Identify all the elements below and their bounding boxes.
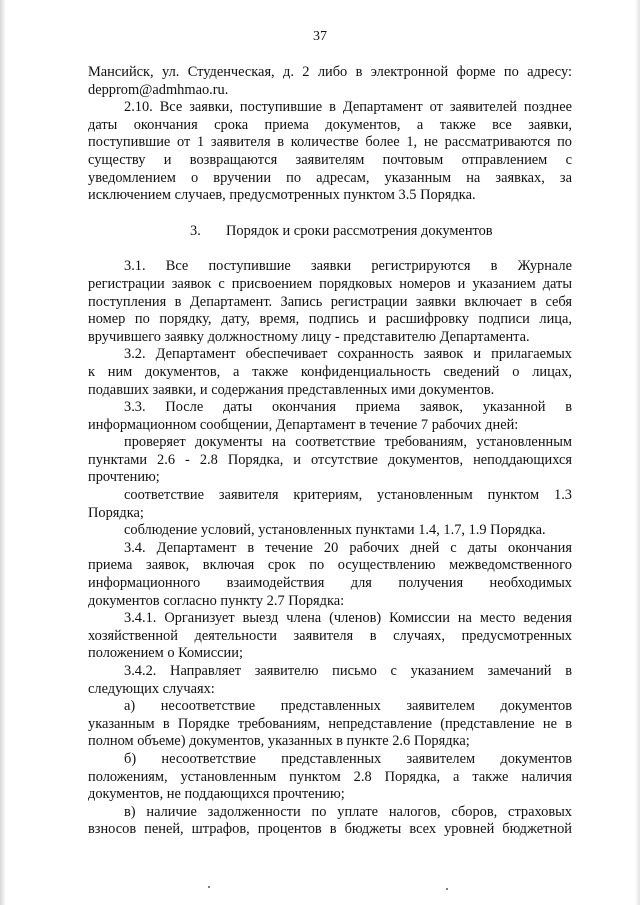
text-line: 3.1. Все поступившие заявки регистрируются в Журнале [124, 258, 572, 275]
text-line: поступившие от 1 заявителя в количестве более 1, не рассматриваются по [88, 134, 572, 151]
text-line: depprom@admhmao.ru. [88, 81, 229, 98]
text-line: информационного взаимодействия для получения необходимых [88, 575, 572, 592]
text-line: положением о Комиссии; [88, 645, 243, 662]
scan-speck [208, 886, 210, 888]
text-line: проверяет документы на соответствие требованиям, установленным [124, 434, 572, 451]
text-line: 3.4. Департамент в течение 20 рабочих дней с даты окончания [124, 539, 572, 556]
text-line: даты окончания срока приема документов, а также все заявки, [88, 116, 572, 133]
text-line: соблюдение условий, установленных пунктами 1.4, 1.7, 1.9 Порядка. [124, 522, 546, 539]
text-line: положениям, установленным пунктом 2.8 Порядка, а также наличия [88, 768, 572, 785]
text-line: хозяйственной деятельности заявителя в случаях, предусмотренных [88, 627, 572, 644]
page-number: 37 [313, 29, 327, 44]
text-line: 2.10. Все заявки, поступившие в Департамент от заявителей позднее [124, 99, 572, 116]
text-line: б) несоответствие представленных заявителем документов [124, 750, 572, 767]
text-line: к ним документов, а также конфиденциальность сведений о лицах, [88, 363, 572, 380]
text-line: исключением случаев, предусмотренных пунктом 3.5 Порядка. [88, 187, 476, 204]
text-line: документов согласно пункту 2.7 Порядка: [88, 592, 345, 609]
text-line: подавших заявки, и содержания представленных ими документов. [88, 381, 495, 398]
text-line: 3.2. Департамент обеспечивает сохранность заявок и прилагаемых [124, 346, 572, 363]
text-line: вручившего заявку должностному лицу - представителю Департамента. [88, 328, 530, 345]
text-line: приема заявок, включая срок по осуществлению межведомственного [88, 557, 572, 574]
text-line: номер по порядку, дату, время, подпись и расшифровку подписи лица, [88, 311, 572, 328]
text-line: пунктами 2.6 - 2.8 Порядка, и отсутствие документов, неподдающихся [88, 451, 572, 468]
section-title: Порядок и сроки рассмотрения документов [226, 222, 493, 239]
text-line: прочтению; [88, 469, 160, 486]
section-number: 3. [190, 222, 201, 239]
section-heading [88, 223, 572, 241]
text-line: 3.4.2. Направляет заявителю письмо с указанием замечаний в [124, 663, 572, 679]
text-line: а) несоответствие представленных заявителем документов [124, 698, 572, 715]
scan-left-edge [0, 0, 6, 905]
text-line: 3.3. После даты окончания приема заявок, указанной в [124, 399, 572, 416]
text-line: уведомлением о вручении по адресам, указанным на заявках, за [88, 169, 572, 186]
text-line: взносов пеней, штрафов, процентов в бюджеты всех уровней бюджетной [88, 821, 572, 838]
text-line: поступления в Департамент. Запись регистрации заявки включает в себя [88, 293, 572, 310]
text-line: следующих случаях: [88, 680, 215, 697]
text-line: Порядка; [88, 504, 144, 521]
text-line: информационном сообщении, Департамент в течение 7 рабочих дней: [88, 416, 519, 433]
document-body [88, 64, 572, 839]
text-line: полном объеме) документов, указанных в пункте 2.6 Порядка; [88, 733, 470, 750]
text-line: 3.4.1. Организует выезд члена (членов) Комиссии на место ведения [124, 610, 572, 627]
text-line: соответствие заявителя критериям, установленным пунктом 1.3 [124, 487, 572, 504]
text-line: указанным в Порядке требованиям, непредставление (представление не в [88, 715, 572, 732]
scan-speck [446, 888, 448, 890]
text-line: в) наличие задолженности по уплате налогов, сборов, страховых [124, 803, 572, 820]
text-line: существу и возвращаются заявителям почтовым отправлением с [88, 151, 572, 168]
text-line: документов, не поддающихся прочтению; [88, 786, 345, 803]
scan-right-edge [635, 0, 640, 905]
text-line: Мансийск, ул. Студенческая, д. 2 либо в электронной форме по адресу: [88, 64, 572, 80]
text-line: регистрации заявок с присвоением порядковых номеров и указанием даты [88, 275, 572, 292]
